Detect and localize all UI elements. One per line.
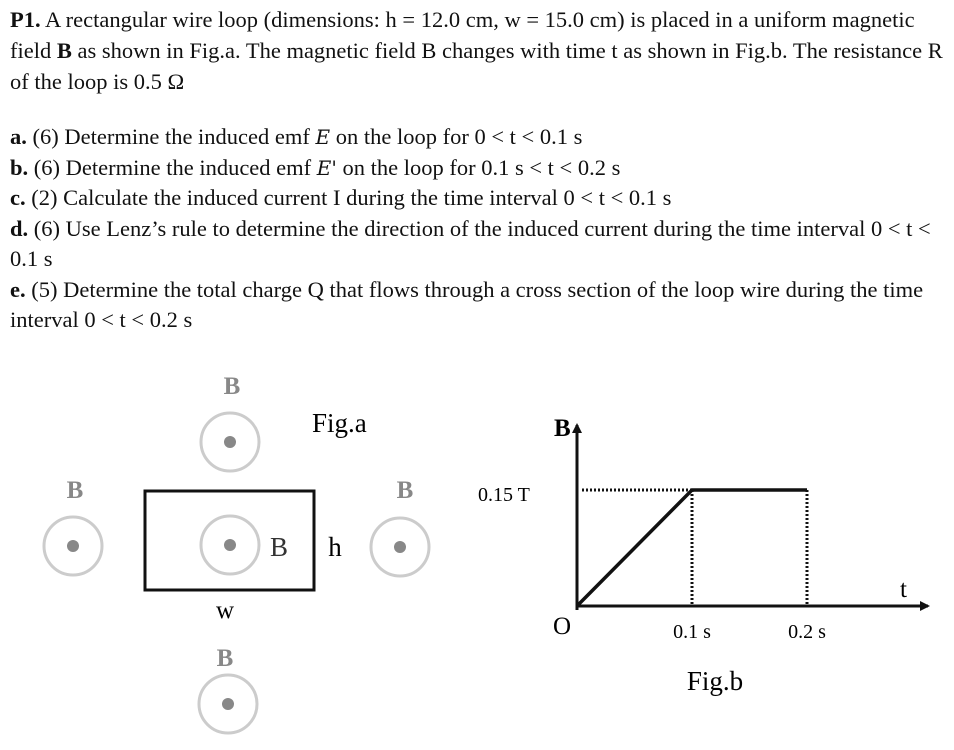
emf-prime-symbol: E' [316, 155, 337, 180]
part-text: on the loop for 0.1 s < t < 0.2 s [336, 154, 621, 180]
field-label-center: B [269, 532, 289, 562]
part-b [10, 153, 945, 184]
problem-label: P1. [10, 7, 41, 32]
field-symbol: B [56, 38, 72, 63]
part-label: a. [10, 124, 27, 149]
field-out-of-page-icon [44, 517, 102, 575]
part-label: d. [10, 215, 29, 241]
part-text: (6) Determine the induced emf [26, 124, 316, 149]
field-label-right: B [396, 477, 414, 504]
width-label: w [215, 597, 235, 624]
x-axis-label: t [900, 576, 907, 603]
part-label: e. [10, 276, 26, 302]
part-c [10, 183, 945, 214]
field-label-bottom: B [216, 645, 234, 672]
part-text: (5) Determine the total charge Q that flows through a cross section of the loop wire during the time interval 0 < t < 0.2 s [10, 276, 924, 332]
part-text: (2) Calculate the induced current I during the time interval 0 < t < 0.1 s [25, 185, 672, 210]
fig-a [44, 373, 429, 733]
height-label: h [328, 532, 342, 562]
field-label-left: B [66, 477, 84, 504]
question-parts [10, 122, 945, 336]
x-tick-label: 0.2 s [788, 621, 826, 643]
fig-b-title: Fig.b [686, 666, 744, 696]
field-label-top: B [223, 373, 241, 400]
part-label: c. [10, 185, 26, 210]
field-out-of-page-icon [199, 675, 257, 733]
problem-statement [10, 4, 945, 97]
problem-text-2: as shown in Fig.a. The magnetic field B changes with time t as shown in Fig.b. The resistance R of the loop is 0.5 Ω [10, 38, 943, 94]
field-out-of-page-icon [201, 413, 259, 471]
fig-a-title: Fig.a [312, 408, 367, 438]
y-axis-label: B [554, 415, 571, 442]
y-tick-label: 0.15 T [478, 484, 530, 506]
part-e [10, 275, 945, 336]
part-text: (6) Determine the induced emf [28, 154, 317, 180]
origin-label: O [553, 613, 572, 640]
part-text: on the loop for 0 < t < 0.1 s [330, 124, 583, 149]
part-d [10, 214, 945, 275]
emf-symbol: E [315, 125, 331, 149]
x-tick-label: 0.1 s [673, 621, 711, 643]
field-out-of-page-icon [371, 518, 429, 576]
part-a [10, 122, 945, 153]
figures [0, 360, 954, 750]
part-text: (6) Use Lenz’s rule to determine the direction of the induced current during the time interval 0 < t < 0.1 s [10, 215, 931, 271]
fig-b [478, 415, 928, 696]
part-label: b. [10, 154, 29, 180]
field-out-of-page-icon [201, 516, 259, 574]
problem-text-1: A rectangular wire loop (dimensions: h = 12.0 cm, w = 15.0 cm) is placed in a uniform magnetic field [10, 7, 915, 63]
